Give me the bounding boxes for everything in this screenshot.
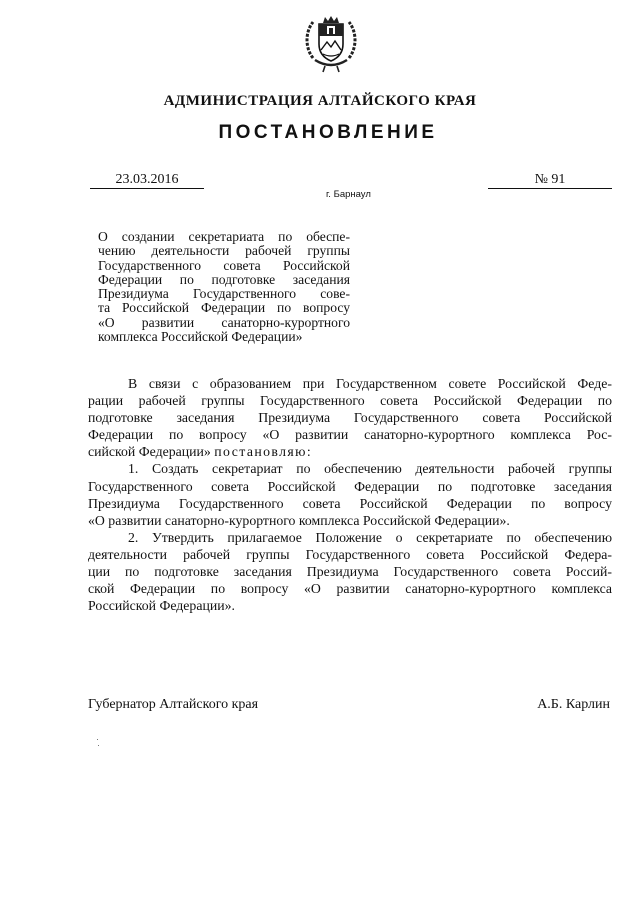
item-2-line: ской Федерации по вопросу «О развитии санаторно-курортного комплекса [88,581,612,597]
item-1-line: «О развитии санаторно-курортного комплекса Российской Федерации». [88,512,510,528]
body-line: В связи с образованием при Государственном совете Российской Феде- [128,376,612,391]
organization-name: АДМИНИСТРАЦИЯ АЛТАЙСКОГО КРАЯ [163,93,477,109]
intro-last-text: сийской Федерации» [88,444,211,460]
document-type-title: ПОСТАНОВЛЕНИЕ [218,122,438,143]
item-2-line: деятельности рабочей группы Государственного совета Российской Федера- [88,546,612,562]
item-1-line: Президиума Государственного совета Российской Федерации по вопросу [88,495,612,511]
document-body [88,375,612,614]
subject-line: Федерации по подготовке заседания [98,271,350,287]
body-line [88,443,612,460]
item-2-line: 2. Утвердить прилагаемое Положение о секретариате по обеспечению [128,529,612,545]
coat-of-arms-icon [303,14,359,74]
body-line: подготовке заседания Президиума Государственного совета Российской [88,410,612,426]
item-1-line: Государственного совета Российской Федерации по подготовке заседания [88,478,612,494]
body-line: рации рабочей группы Государственного совета Российской Федерации по [88,393,612,409]
document-date: 23.03.2016 [90,172,204,189]
subject-line: «О развитии санаторно-курортного [98,314,350,330]
subject-line: Государственного совета Российской [98,257,350,273]
subject-line: чению деятельности рабочей группы [98,243,350,259]
item-2-line: Российской Федерации». [88,598,235,614]
item-1-line: 1. Создать секретариат по обеспечению деятельности рабочей группы [128,461,612,477]
subject-line: Президиума Государственного сове- [98,286,350,302]
scan-speck [97,739,98,740]
document-subject [98,230,350,344]
document-number: № 91 [488,172,612,189]
issue-city: г. Барнаул [326,189,371,200]
item-2-line: ции по подготовке заседания Президиума Государственного совета Россий- [88,564,612,580]
resolve-word: постановляю: [214,444,313,460]
signatory-name: А.Б. Карлин [537,697,610,712]
body-line: Федерации по вопросу «О развитии санаторно-курортного комплекса Рос- [88,427,612,443]
subject-line: та Российской Федерации по вопросу [98,300,350,316]
signatory-position: Губернатор Алтайского края [88,697,259,712]
scan-speck [98,745,99,746]
subject-line: комплекса Российской Федерации» [98,329,303,345]
subject-line: О создании секретариата по обеспе- [98,229,350,244]
